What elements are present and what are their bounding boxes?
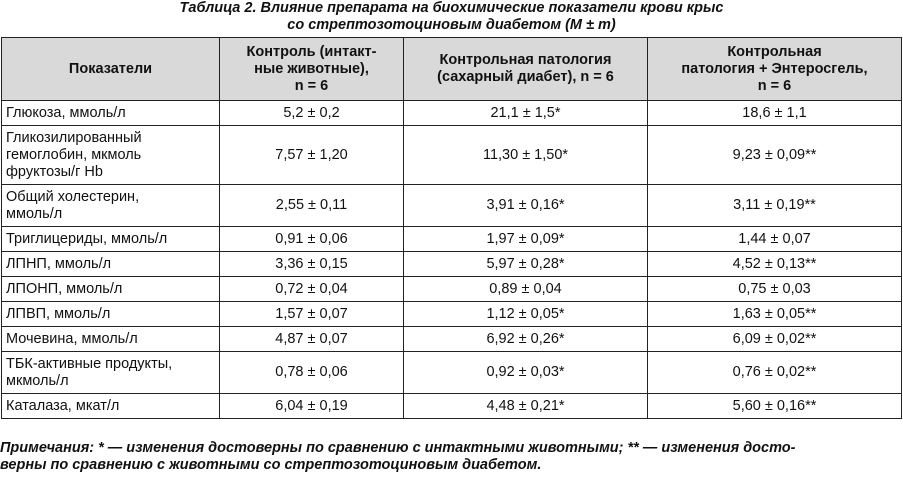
table-row xyxy=(2,327,902,352)
cell-pathology-enterosgel: 0,76 ± 0,02** xyxy=(648,352,902,394)
cell-pathology: 1,97 ± 0,09* xyxy=(404,227,648,252)
table-row xyxy=(2,227,902,252)
table-row xyxy=(2,252,902,277)
cell-control: 2,55 ± 0,11 xyxy=(220,185,404,227)
cell-pathology: 11,30 ± 1,50* xyxy=(404,126,648,185)
row-parameter-label: ЛПВП, ммоль/л xyxy=(2,302,220,327)
header-control: Контроль (интакт- ные животные), n = 6 xyxy=(220,38,404,101)
header-pathology-enterosgel: Контрольная патология + Энтеросгель, n = 6 xyxy=(648,38,902,101)
table-row xyxy=(2,394,902,419)
row-parameter-label: Мочевина, ммоль/л xyxy=(2,327,220,352)
cell-control: 7,57 ± 1,20 xyxy=(220,126,404,185)
table-caption xyxy=(0,0,903,33)
cell-pathology: 21,1 ± 1,5* xyxy=(404,101,648,126)
header-parameter: Показатели xyxy=(2,38,220,101)
cell-pathology-enterosgel: 0,75 ± 0,03 xyxy=(648,277,902,302)
table-row xyxy=(2,352,902,394)
cell-pathology: 6,92 ± 0,26* xyxy=(404,327,648,352)
cell-control: 0,72 ± 0,04 xyxy=(220,277,404,302)
cell-control: 0,91 ± 0,06 xyxy=(220,227,404,252)
cell-pathology-enterosgel: 6,09 ± 0,02** xyxy=(648,327,902,352)
cell-pathology-enterosgel: 1,63 ± 0,05** xyxy=(648,302,902,327)
cell-control: 4,87 ± 0,07 xyxy=(220,327,404,352)
table-notes xyxy=(0,440,900,474)
cell-control: 6,04 ± 0,19 xyxy=(220,394,404,419)
header-row xyxy=(2,38,902,101)
cell-pathology: 4,48 ± 0,21* xyxy=(404,394,648,419)
row-parameter-label: Гликозилированный гемоглобин, мкмоль фруктозы/г Hb xyxy=(2,126,220,185)
cell-pathology-enterosgel: 18,6 ± 1,1 xyxy=(648,101,902,126)
cell-pathology-enterosgel: 9,23 ± 0,09** xyxy=(648,126,902,185)
cell-pathology-enterosgel: 3,11 ± 0,19** xyxy=(648,185,902,227)
cell-pathology-enterosgel: 4,52 ± 0,13** xyxy=(648,252,902,277)
table-row xyxy=(2,101,902,126)
results-table xyxy=(1,37,902,419)
cell-pathology: 5,97 ± 0,28* xyxy=(404,252,648,277)
cell-pathology: 3,91 ± 0,16* xyxy=(404,185,648,227)
caption-line-2: со стрептозотоциновым диабетом (M ± m) xyxy=(287,16,616,33)
table-body xyxy=(2,101,902,419)
cell-control: 3,36 ± 0,15 xyxy=(220,252,404,277)
row-parameter-label: Триглицериды, ммоль/л xyxy=(2,227,220,252)
cell-pathology: 0,89 ± 0,04 xyxy=(404,277,648,302)
header-pathology: Контрольная патология (сахарный диабет), n = 6 xyxy=(404,38,648,101)
cell-control: 5,2 ± 0,2 xyxy=(220,101,404,126)
table-row xyxy=(2,277,902,302)
row-parameter-label: ЛПОНП, ммоль/л xyxy=(2,277,220,302)
table-row xyxy=(2,126,902,185)
row-parameter-label: Общий холестерин, ммоль/л xyxy=(2,185,220,227)
row-parameter-label: Каталаза, мкат/л xyxy=(2,394,220,419)
notes-line-2: верны по сравнению с животными со стрептозотоциновым диабетом. xyxy=(0,457,542,473)
row-parameter-label: ЛПНП, ммоль/л xyxy=(2,252,220,277)
cell-pathology-enterosgel: 5,60 ± 0,16** xyxy=(648,394,902,419)
caption-line-1: Таблица 2. Влияние препарата на биохимические показатели крови крыс xyxy=(179,0,724,16)
cell-pathology: 0,92 ± 0,03* xyxy=(404,352,648,394)
row-parameter-label: Глюкоза, ммоль/л xyxy=(2,101,220,126)
row-parameter-label: ТБК-активные продукты, мкмоль/л xyxy=(2,352,220,394)
table-row xyxy=(2,185,902,227)
cell-pathology-enterosgel: 1,44 ± 0,07 xyxy=(648,227,902,252)
notes-line-1: Примечания: * — изменения достоверны по сравнению с интактными животными; ** — изменения досто- xyxy=(0,440,796,456)
cell-control: 0,78 ± 0,06 xyxy=(220,352,404,394)
table-row xyxy=(2,302,902,327)
cell-control: 1,57 ± 0,07 xyxy=(220,302,404,327)
cell-pathology: 1,12 ± 0,05* xyxy=(404,302,648,327)
